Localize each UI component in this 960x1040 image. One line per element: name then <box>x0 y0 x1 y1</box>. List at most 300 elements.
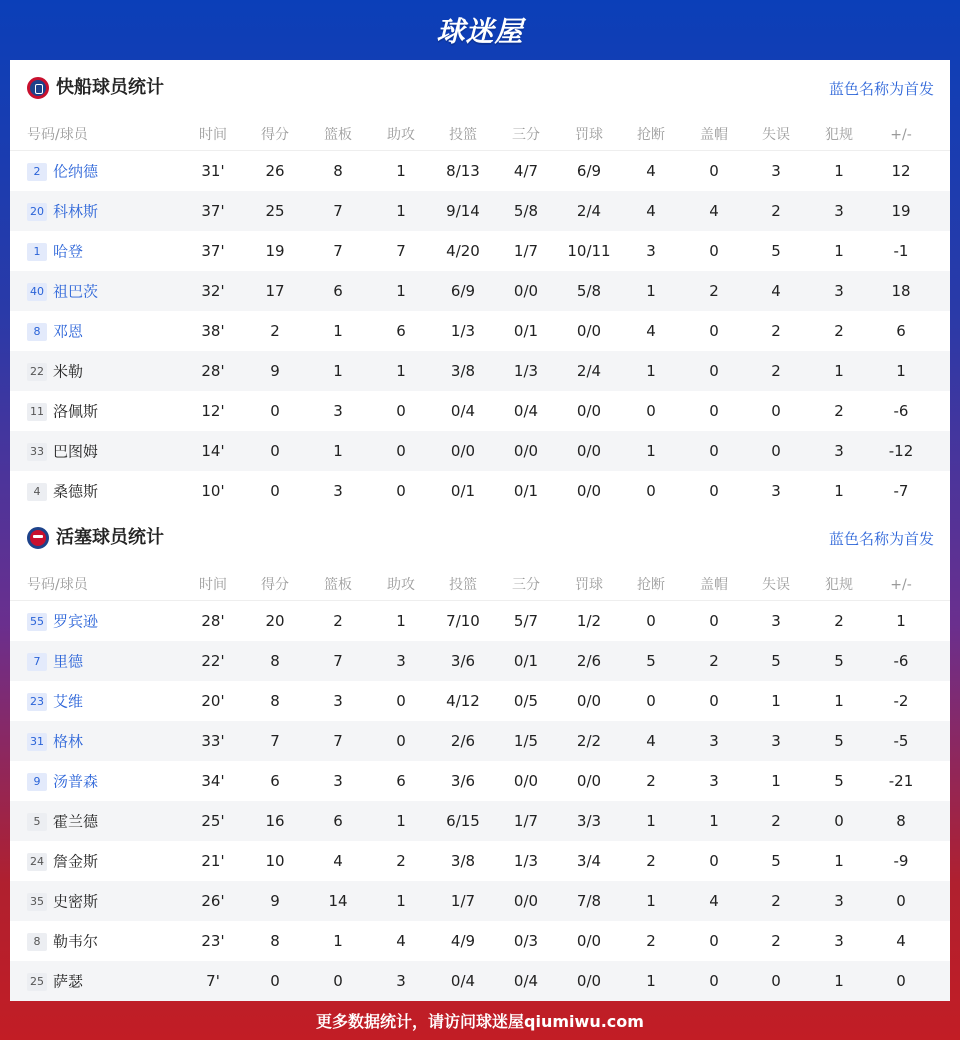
jersey-number-badge: 8 <box>27 323 47 341</box>
column-header: +/- <box>890 127 912 143</box>
jersey-number-badge: 1 <box>27 243 47 261</box>
player-cell <box>27 881 197 921</box>
stat-cell: 2 <box>771 812 781 830</box>
stat-cell: 8 <box>333 162 343 180</box>
jersey-number-badge: 2 <box>27 163 47 181</box>
stat-cell: 0 <box>396 692 406 710</box>
stat-cell: 5 <box>771 652 781 670</box>
stat-cell: 26 <box>265 162 285 180</box>
stat-cell: 21' <box>201 852 225 870</box>
stat-cell: 34' <box>201 772 225 790</box>
stat-cell: 0 <box>709 402 719 420</box>
stat-cell: 1 <box>646 812 656 830</box>
player-cell <box>27 641 197 681</box>
stat-cell: 0 <box>270 972 280 990</box>
column-header: 助攻 <box>387 577 415 593</box>
stat-cell: 6/15 <box>446 812 480 830</box>
stat-cell: 4 <box>771 282 781 300</box>
stat-cell: 1 <box>646 892 656 910</box>
stats-table <box>10 120 950 511</box>
stat-cell: 0/0 <box>513 892 539 910</box>
stat-cell: 0 <box>270 442 280 460</box>
column-header: 得分 <box>261 127 289 143</box>
player-cell <box>27 471 197 511</box>
stat-cell: 3 <box>333 402 343 420</box>
player-cell <box>27 151 197 191</box>
stat-cell: 0/5 <box>513 692 539 710</box>
stat-cell: 1 <box>896 612 906 630</box>
stat-cell: 22' <box>201 652 225 670</box>
site-header <box>0 0 960 60</box>
stat-cell: -2 <box>893 692 909 710</box>
stat-cell: 1 <box>396 162 406 180</box>
table-row[interactable] <box>10 431 950 471</box>
table-row[interactable] <box>10 191 950 231</box>
stat-cell: 1 <box>834 692 844 710</box>
stat-cell: 1/5 <box>513 732 539 750</box>
pistons-logo-icon <box>27 527 49 549</box>
player-name-link[interactable]: 汤普森 <box>53 772 99 791</box>
player-name-link[interactable]: 萨瑟 <box>53 972 84 991</box>
player-cell <box>27 601 197 641</box>
stat-cell: 0 <box>709 482 719 500</box>
stat-cell: -21 <box>888 772 914 790</box>
stat-cell: 4/9 <box>450 932 476 950</box>
stat-cell: 0 <box>646 612 656 630</box>
stat-cell: 1 <box>396 892 406 910</box>
stat-cell: 2 <box>834 322 844 340</box>
table-row[interactable] <box>10 271 950 311</box>
stat-cell: 4 <box>646 162 656 180</box>
stat-cell: -6 <box>893 402 909 420</box>
player-name-link[interactable]: 勒韦尔 <box>53 932 99 951</box>
stat-cell: 0/4 <box>513 402 539 420</box>
column-header: 抢断 <box>637 577 665 593</box>
stat-cell: 0 <box>709 612 719 630</box>
stat-cell: 3 <box>396 972 406 990</box>
stat-cell: 0/0 <box>576 932 602 950</box>
jersey-number-badge: 5 <box>27 813 47 831</box>
jersey-number-badge: 22 <box>27 363 47 381</box>
stat-cell: 32' <box>201 282 225 300</box>
stat-cell: 3 <box>834 442 844 460</box>
stat-cell: 2/4 <box>576 362 602 380</box>
stat-cell: 2/4 <box>576 202 602 220</box>
table-row[interactable] <box>10 601 950 641</box>
stat-cell: 1 <box>896 362 906 380</box>
stat-cell: 1/2 <box>576 612 602 630</box>
stat-cell: 5 <box>834 772 844 790</box>
stat-cell: 0/0 <box>513 282 539 300</box>
stat-cell: 0 <box>646 692 656 710</box>
stat-cell: 2 <box>834 402 844 420</box>
column-header: 投篮 <box>449 127 477 143</box>
stat-cell: 14 <box>328 892 348 910</box>
stat-cell: 0 <box>771 402 781 420</box>
stat-cell: 0/0 <box>576 442 602 460</box>
table-row[interactable] <box>10 471 950 511</box>
stat-cell: -12 <box>888 442 914 460</box>
stat-cell: 1/3 <box>513 852 539 870</box>
stat-cell: 0 <box>396 442 406 460</box>
column-header: 篮板 <box>324 127 352 143</box>
stat-cell: 4 <box>709 892 719 910</box>
stat-cell: 14' <box>201 442 225 460</box>
stat-cell: 7 <box>333 242 343 260</box>
stat-cell: 5 <box>834 732 844 750</box>
stat-cell: 1 <box>333 932 343 950</box>
table-row[interactable] <box>10 351 950 391</box>
player-cell <box>27 231 197 271</box>
player-name-link[interactable]: 祖巴茨 <box>53 282 99 301</box>
column-header: 失误 <box>762 577 790 593</box>
stat-cell: -1 <box>893 242 909 260</box>
stat-cell: 1 <box>646 972 656 990</box>
stat-cell: 1/7 <box>513 812 539 830</box>
stat-cell: 0 <box>709 322 719 340</box>
player-cell <box>27 961 197 1001</box>
stat-cell: 18 <box>891 282 911 300</box>
jersey-number-badge: 31 <box>27 733 47 751</box>
stat-cell: 5/8 <box>513 202 539 220</box>
stat-cell: 2/6 <box>576 652 602 670</box>
stat-cell: 0/0 <box>450 442 476 460</box>
jersey-number-badge: 24 <box>27 853 47 871</box>
jersey-number-badge: 7 <box>27 653 47 671</box>
jersey-number-badge: 25 <box>27 973 47 991</box>
stat-cell: 6 <box>333 282 343 300</box>
stat-cell: 0/1 <box>513 322 539 340</box>
stat-cell: 0 <box>396 732 406 750</box>
stat-cell: 0 <box>270 402 280 420</box>
stat-cell: 10 <box>265 852 285 870</box>
jersey-number-badge: 8 <box>27 933 47 951</box>
stat-cell: 2 <box>709 282 719 300</box>
stat-cell: 6/9 <box>576 162 602 180</box>
clippers-logo-icon <box>27 77 49 99</box>
table-row[interactable] <box>10 681 950 721</box>
stat-cell: 0 <box>709 362 719 380</box>
stat-cell: 6 <box>896 322 906 340</box>
stat-cell: 3 <box>333 692 343 710</box>
stat-cell: 0/0 <box>513 772 539 790</box>
stat-cell: 31' <box>201 162 225 180</box>
jersey-number-badge: 4 <box>27 483 47 501</box>
stat-cell: 2 <box>771 202 781 220</box>
jersey-number-badge: 20 <box>27 203 47 221</box>
stat-cell: 3 <box>834 202 844 220</box>
stat-cell: 1 <box>834 242 844 260</box>
stat-cell: 2 <box>834 612 844 630</box>
footer-link[interactable]: 更多数据统计，请访问球迷屋qiumiwu.com <box>316 1011 644 1031</box>
stat-cell: 2 <box>646 932 656 950</box>
stat-cell: 2 <box>771 322 781 340</box>
stat-cell: 7 <box>333 652 343 670</box>
stat-cell: 3 <box>333 482 343 500</box>
stat-cell: 10/11 <box>567 242 611 260</box>
team-section-clippers <box>10 60 950 511</box>
column-header: 犯规 <box>825 127 853 143</box>
stat-cell: 7 <box>333 202 343 220</box>
stat-cell: 28' <box>201 612 225 630</box>
player-name-link[interactable]: 洛佩斯 <box>53 402 99 421</box>
stat-cell: 3 <box>771 482 781 500</box>
stat-cell: 0 <box>396 402 406 420</box>
stat-cell: 0 <box>646 482 656 500</box>
player-cell <box>27 431 197 471</box>
stat-cell: 0 <box>396 482 406 500</box>
player-name-link[interactable]: 格林 <box>53 732 84 751</box>
stat-cell: 7/10 <box>446 612 480 630</box>
stat-cell: 6 <box>396 322 406 340</box>
stat-cell: 12 <box>891 162 911 180</box>
stat-cell: 2/6 <box>450 732 476 750</box>
stat-cell: 2 <box>396 852 406 870</box>
column-header: 三分 <box>512 577 540 593</box>
stat-cell: 6 <box>333 812 343 830</box>
column-header: 时间 <box>199 127 227 143</box>
stat-cell: 5/7 <box>513 612 539 630</box>
site-footer <box>0 1000 960 1040</box>
stat-cell: 4 <box>646 732 656 750</box>
stat-cell: 6 <box>396 772 406 790</box>
stat-cell: 5 <box>771 852 781 870</box>
table-row[interactable] <box>10 801 950 841</box>
stat-cell: 20' <box>201 692 225 710</box>
stat-cell: -6 <box>893 652 909 670</box>
table-row[interactable] <box>10 391 950 431</box>
player-cell <box>27 801 197 841</box>
stat-cell: 1 <box>333 442 343 460</box>
jersey-number-badge: 33 <box>27 443 47 461</box>
stat-cell: 4 <box>709 202 719 220</box>
stat-cell: 0/0 <box>576 972 602 990</box>
column-header: 助攻 <box>387 127 415 143</box>
stat-cell: 4 <box>333 852 343 870</box>
stat-cell: 4/20 <box>446 242 480 260</box>
stat-cell: 1 <box>646 362 656 380</box>
stat-cell: 1 <box>709 812 719 830</box>
stat-cell: 3 <box>709 772 719 790</box>
column-header: 投篮 <box>449 577 477 593</box>
stat-cell: 0/0 <box>513 442 539 460</box>
stat-cell: 4 <box>396 932 406 950</box>
jersey-number-badge: 40 <box>27 283 47 301</box>
table-row[interactable] <box>10 151 950 191</box>
stat-cell: 37' <box>201 202 225 220</box>
stat-cell: 1 <box>396 612 406 630</box>
player-name-link[interactable]: 罗宾逊 <box>53 612 99 631</box>
player-cell <box>27 391 197 431</box>
table-header <box>10 570 950 601</box>
stats-card <box>10 60 950 1000</box>
stat-cell: 0/1 <box>513 482 539 500</box>
column-header: +/- <box>890 577 912 593</box>
stat-cell: 3/3 <box>576 812 602 830</box>
stat-cell: 7 <box>396 242 406 260</box>
column-header: 犯规 <box>825 577 853 593</box>
table-row[interactable] <box>10 961 950 1001</box>
stat-cell: 1 <box>333 322 343 340</box>
stat-cell: 0 <box>771 972 781 990</box>
stat-cell: 7' <box>206 972 220 990</box>
stat-cell: 3/8 <box>450 852 476 870</box>
stat-cell: 8/13 <box>446 162 480 180</box>
column-header: 抢断 <box>637 127 665 143</box>
player-cell <box>27 681 197 721</box>
stat-cell: -9 <box>893 852 909 870</box>
stats-table <box>10 570 950 1001</box>
stat-cell: 3 <box>834 282 844 300</box>
player-name-link[interactable]: 米勒 <box>53 362 84 381</box>
section-title: 活塞球员统计 <box>56 527 164 548</box>
stat-cell: 3/6 <box>450 652 476 670</box>
player-cell <box>27 921 197 961</box>
column-header: 罚球 <box>575 127 603 143</box>
player-name-link[interactable]: 伦纳德 <box>53 162 99 181</box>
section-title: 快船球员统计 <box>56 77 164 98</box>
column-header: 号码/球员 <box>27 127 88 143</box>
stat-cell: 0/0 <box>576 402 602 420</box>
stat-cell: 0 <box>709 442 719 460</box>
stat-cell: 0 <box>709 852 719 870</box>
stat-cell: 0 <box>896 892 906 910</box>
stat-cell: 0/0 <box>576 482 602 500</box>
column-header: 得分 <box>261 577 289 593</box>
stat-cell: -7 <box>893 482 909 500</box>
section-header <box>10 510 950 570</box>
player-name-link[interactable]: 邓恩 <box>53 322 84 341</box>
stat-cell: 3 <box>771 612 781 630</box>
stat-cell: 1 <box>771 692 781 710</box>
stat-cell: 0 <box>646 402 656 420</box>
stat-cell: 2 <box>270 322 280 340</box>
stat-cell: 4/12 <box>446 692 480 710</box>
stat-cell: 20 <box>265 612 285 630</box>
jersey-number-badge: 35 <box>27 893 47 911</box>
table-row[interactable] <box>10 921 950 961</box>
table-row[interactable] <box>10 881 950 921</box>
stat-cell: 8 <box>270 652 280 670</box>
column-header: 号码/球员 <box>27 577 88 593</box>
stat-cell: 1 <box>396 202 406 220</box>
stat-cell: 3/8 <box>450 362 476 380</box>
stat-cell: 2 <box>646 772 656 790</box>
table-row[interactable] <box>10 311 950 351</box>
stat-cell: 6/9 <box>450 282 476 300</box>
stat-cell: 1/3 <box>513 362 539 380</box>
player-name-link[interactable]: 霍兰德 <box>53 812 99 831</box>
stat-cell: 1 <box>646 442 656 460</box>
stat-cell: 9 <box>270 892 280 910</box>
stat-cell: 37' <box>201 242 225 260</box>
stat-cell: 7 <box>270 732 280 750</box>
player-cell <box>27 351 197 391</box>
player-cell <box>27 841 197 881</box>
stat-cell: 0 <box>709 692 719 710</box>
stat-cell: 0 <box>709 162 719 180</box>
stat-cell: 2/2 <box>576 732 602 750</box>
section-header <box>10 60 950 120</box>
column-header: 盖帽 <box>700 127 728 143</box>
stat-cell: 16 <box>265 812 285 830</box>
stat-cell: 7 <box>333 732 343 750</box>
stat-cell: 0 <box>270 482 280 500</box>
stat-cell: 33' <box>201 732 225 750</box>
stat-cell: 0/0 <box>576 692 602 710</box>
stat-cell: 3 <box>834 892 844 910</box>
stat-cell: 8 <box>270 932 280 950</box>
stat-cell: 1 <box>396 282 406 300</box>
table-row[interactable] <box>10 231 950 271</box>
stat-cell: 0/4 <box>450 402 476 420</box>
stat-cell: 0/0 <box>576 322 602 340</box>
stat-cell: 0/4 <box>513 972 539 990</box>
player-cell <box>27 311 197 351</box>
stat-cell: 2 <box>771 362 781 380</box>
player-cell <box>27 761 197 801</box>
stat-cell: 4/7 <box>513 162 539 180</box>
player-name-link[interactable]: 哈登 <box>53 242 84 261</box>
stat-cell: 3 <box>709 732 719 750</box>
stat-cell: 10' <box>201 482 225 500</box>
jersey-number-badge: 23 <box>27 693 47 711</box>
stat-cell: 0 <box>709 932 719 950</box>
stat-cell: 0/4 <box>450 972 476 990</box>
stat-cell: 3 <box>396 652 406 670</box>
player-name-link[interactable]: 巴图姆 <box>53 442 99 461</box>
stat-cell: 0 <box>771 442 781 460</box>
stat-cell: 19 <box>265 242 285 260</box>
stat-cell: 3 <box>834 932 844 950</box>
player-name-link[interactable]: 里德 <box>53 652 84 671</box>
stat-cell: 1/3 <box>450 322 476 340</box>
player-name-link[interactable]: 史密斯 <box>53 892 99 911</box>
stat-cell: 1 <box>834 362 844 380</box>
stat-cell: 0 <box>709 242 719 260</box>
starter-note: 蓝色名称为首发 <box>828 80 934 98</box>
stat-cell: 0/1 <box>513 652 539 670</box>
stat-cell: 4 <box>896 932 906 950</box>
stat-cell: 0 <box>333 972 343 990</box>
player-cell <box>27 271 197 311</box>
player-name-link[interactable]: 艾维 <box>53 692 84 711</box>
stat-cell: 3/6 <box>450 772 476 790</box>
stat-cell: 1 <box>834 482 844 500</box>
stat-cell: 6 <box>270 772 280 790</box>
table-row[interactable] <box>10 641 950 681</box>
player-name-link[interactable]: 桑德斯 <box>53 482 99 501</box>
table-row[interactable] <box>10 841 950 881</box>
table-row[interactable] <box>10 721 950 761</box>
stat-cell: 12' <box>201 402 225 420</box>
site-logo[interactable]: 球迷屋 <box>436 15 524 48</box>
stat-cell: 1 <box>646 282 656 300</box>
stat-cell: 7/8 <box>576 892 602 910</box>
stat-cell: 9/14 <box>446 202 480 220</box>
stat-cell: -5 <box>893 732 909 750</box>
table-row[interactable] <box>10 761 950 801</box>
jersey-number-badge: 9 <box>27 773 47 791</box>
player-name-link[interactable]: 詹金斯 <box>53 852 99 871</box>
player-name-link[interactable]: 科林斯 <box>53 202 99 221</box>
jersey-number-badge: 11 <box>27 403 47 421</box>
team-section-pistons <box>10 510 950 1001</box>
stat-cell: 3 <box>646 242 656 260</box>
stat-cell: 8 <box>270 692 280 710</box>
stat-cell: 1 <box>834 852 844 870</box>
stat-cell: 28' <box>201 362 225 380</box>
